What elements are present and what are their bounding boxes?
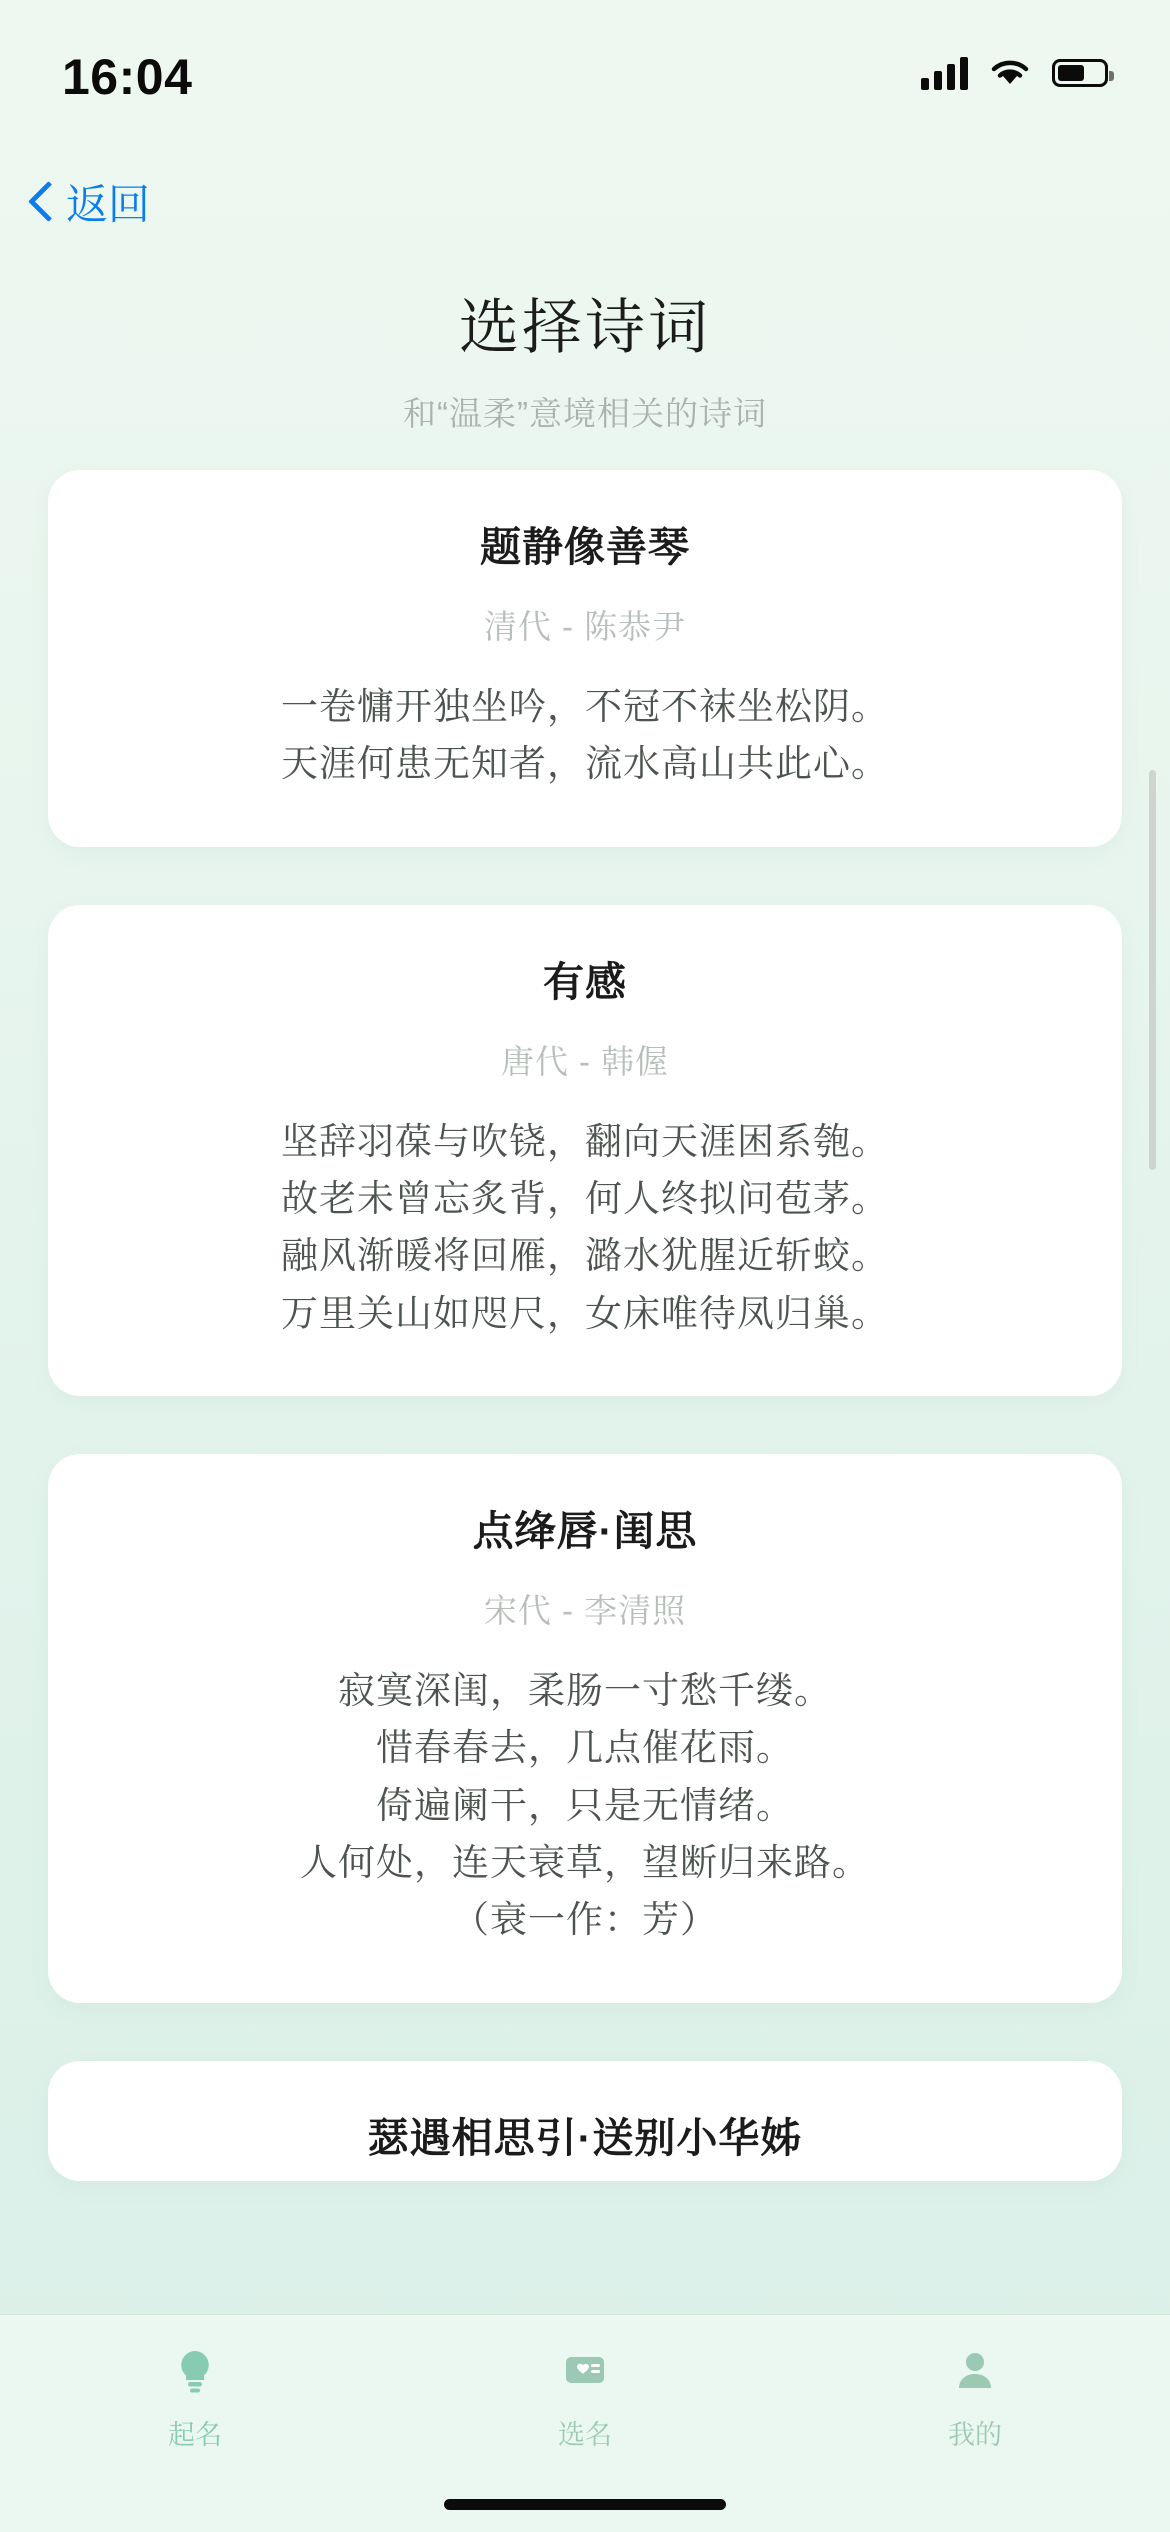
- navigation-bar: [0, 150, 1170, 246]
- poem-card[interactable]: [48, 905, 1122, 1396]
- poem-title: 有感: [543, 958, 627, 1005]
- poem-line: 倚遍阑干，只是无情绪。: [376, 1784, 794, 1826]
- tab-select-name-label: 选名: [558, 2420, 612, 2450]
- cellular-signal-icon: [921, 56, 968, 90]
- status-bar: [0, 0, 1170, 150]
- back-button[interactable]: [30, 172, 150, 232]
- home-indicator[interactable]: [444, 2499, 726, 2510]
- poem-line: 天涯何患无知者，流水高山共此心。: [281, 743, 889, 785]
- tab-profile[interactable]: [780, 2341, 1170, 2452]
- page-title: 选择诗词: [459, 294, 711, 361]
- poem-list[interactable]: [0, 440, 1170, 2262]
- poem-body: [88, 678, 1082, 793]
- poem-title: 题静像善琴: [480, 524, 690, 570]
- poem-body: [88, 1113, 1082, 1342]
- poem-line: 万里关山如咫尺，女床唯待凤归巢。: [281, 1292, 889, 1334]
- battery-icon: [1052, 59, 1108, 87]
- poem-body: [88, 1662, 1082, 1949]
- poem-line: （衰一作：芳）: [452, 1899, 718, 1941]
- poem-line: 一卷慵开独坐吟，不冠不袜坐松阴。: [281, 686, 889, 727]
- poem-line: 故老未曾忘炙背，何人终拟问苞茅。: [281, 1178, 889, 1220]
- poem-meta: 清代 - 陈恭尹: [483, 608, 687, 645]
- status-time: 16:04: [62, 49, 193, 105]
- tab-select-name[interactable]: [390, 2341, 780, 2452]
- page-header: [0, 280, 1170, 435]
- lightbulb-icon: [166, 2341, 224, 2399]
- wifi-icon: [988, 57, 1032, 89]
- person-icon: [946, 2341, 1004, 2399]
- tab-naming-label: 起名: [168, 2420, 222, 2450]
- poem-card[interactable]: [48, 1454, 1122, 2003]
- poem-line: 人何处，连天衰草，望断归来路。: [300, 1842, 870, 1884]
- poem-line: 融风渐暖将回雁，潞水犹腥近斩蛟。: [281, 1235, 889, 1277]
- poem-meta: 宋代 - 李清照: [483, 1592, 687, 1630]
- scrollbar[interactable]: [1149, 770, 1156, 1170]
- chevron-left-icon: [30, 183, 52, 221]
- poem-line: 坚辞羽葆与吹铙，翻向天涯困系匏。: [281, 1120, 889, 1162]
- poem-card[interactable]: [48, 2061, 1122, 2181]
- card-heart-icon: [556, 2341, 614, 2399]
- poem-line: 惜春春去，几点催花雨。: [376, 1727, 794, 1769]
- poem-title: 瑟遇相思引·送别小华姊: [367, 2114, 803, 2161]
- poem-card[interactable]: [48, 470, 1122, 847]
- page-subtitle: 和“温柔”意境相关的诗词: [403, 395, 767, 432]
- poem-title: 点绛唇·闺思: [472, 1508, 698, 1555]
- tab-naming[interactable]: [0, 2341, 390, 2452]
- poem-line: 寂寞深闺，柔肠一寸愁千缕。: [338, 1670, 832, 1712]
- back-button-label: 返回: [66, 181, 151, 228]
- poem-meta: 唐代 - 韩偓: [500, 1042, 670, 1080]
- status-indicators: [921, 48, 1108, 90]
- tab-profile-label: 我的: [948, 2420, 1002, 2450]
